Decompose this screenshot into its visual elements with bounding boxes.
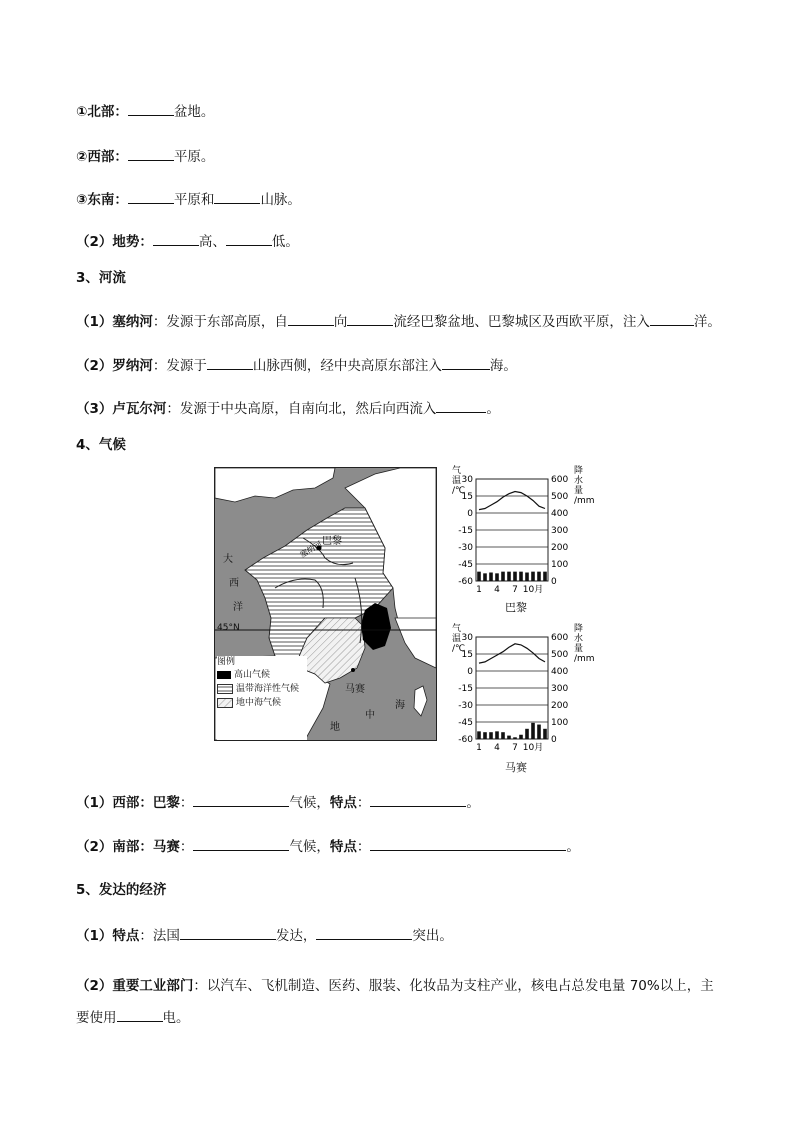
temp-tick-label: -30 xyxy=(458,701,473,711)
precip-tick-label: 100 xyxy=(551,718,569,728)
precip-bar xyxy=(501,572,505,581)
temp-tick-label: 30 xyxy=(461,475,473,485)
section-heading-climate: 4、气候 xyxy=(76,437,126,453)
answer-blank[interactable] xyxy=(436,398,486,413)
answer-blank[interactable] xyxy=(214,189,260,204)
precip-bar xyxy=(543,729,547,739)
precip-tick-label: 400 xyxy=(551,509,569,519)
precip-tick-label: 500 xyxy=(551,650,569,660)
precip-axis-label: /mm xyxy=(574,654,595,664)
temp-axis-label: 气 xyxy=(452,466,462,476)
question-label: （1）特点 xyxy=(76,928,140,944)
question-economy-features xyxy=(76,925,453,946)
question-text: 电。 xyxy=(162,1010,190,1026)
temp-tick-label: -15 xyxy=(458,526,473,536)
question-label: （1）西部：巴黎 xyxy=(76,795,180,811)
question-text: 山脉西侧，经中央高原东部注入 xyxy=(252,358,442,374)
legend-label: 温带海洋性气候 xyxy=(236,684,300,694)
precip-bar xyxy=(531,572,535,581)
answer-blank[interactable] xyxy=(128,189,174,204)
precip-bar xyxy=(489,573,493,582)
precip-bar xyxy=(489,732,493,739)
answer-blank[interactable] xyxy=(193,792,289,807)
temp-axis-label: 温 xyxy=(452,476,462,486)
question-text: 。 xyxy=(466,795,480,811)
precip-bar xyxy=(513,737,517,739)
question-text: 突出。 xyxy=(412,928,453,944)
precip-bar xyxy=(501,732,505,739)
temp-tick-label: -45 xyxy=(458,718,473,728)
question-marseille-climate xyxy=(76,836,580,857)
question-text: 盆地。 xyxy=(173,104,215,120)
answer-blank[interactable] xyxy=(226,231,272,246)
temp-tick-label: 0 xyxy=(467,509,473,519)
precip-bar xyxy=(495,731,499,739)
precip-bar xyxy=(483,732,487,739)
answer-blank[interactable] xyxy=(128,101,174,116)
precip-bar xyxy=(543,572,547,581)
legend-swatch xyxy=(217,671,231,679)
question-text: ： xyxy=(179,839,194,855)
temp-axis-label: /℃ xyxy=(452,644,466,654)
month-tick-label: 10月 xyxy=(522,585,544,595)
temp-tick-label: 15 xyxy=(461,650,473,660)
question-north xyxy=(76,101,214,122)
precip-axis-label: 降 xyxy=(574,624,584,634)
temp-tick-label: 30 xyxy=(461,633,473,643)
map-label-atlantic-2: 西 xyxy=(229,578,239,589)
question-text: ：法国 xyxy=(139,928,180,944)
question-text: 发达， xyxy=(275,928,317,944)
question-text: 平原。 xyxy=(173,149,215,165)
question-text: 气候， xyxy=(289,795,330,811)
precip-bar xyxy=(477,572,481,581)
answer-blank[interactable] xyxy=(316,925,412,940)
question-text: 。 xyxy=(486,401,500,417)
answer-blank[interactable] xyxy=(288,311,334,326)
precip-bar xyxy=(537,572,541,581)
climate-chart-paris xyxy=(446,466,595,617)
question-text: 山脉。 xyxy=(260,192,301,208)
question-text: 高、 xyxy=(198,234,226,250)
legend-swatch xyxy=(217,698,233,708)
precip-axis-label: 量 xyxy=(574,486,584,496)
temp-tick-label: -30 xyxy=(458,543,473,553)
question-text: ：发源于东部高原，自 xyxy=(152,314,288,330)
answer-blank[interactable] xyxy=(650,311,694,326)
precip-axis-label: 量 xyxy=(574,644,584,654)
temp-tick-label: -45 xyxy=(458,560,473,570)
temp-tick-label: 0 xyxy=(467,667,473,677)
legend-title: 图例 xyxy=(217,657,236,667)
map-label-atlantic-3: 洋 xyxy=(233,602,243,613)
precip-tick-label: 500 xyxy=(551,492,569,502)
question-terrain xyxy=(76,231,299,252)
precip-tick-label: 200 xyxy=(551,543,569,553)
precip-tick-label: 300 xyxy=(551,526,569,536)
question-text: 流经巴黎盆地、巴黎城区及西欧平原，注入 xyxy=(393,314,650,330)
legend-label: 地中海气候 xyxy=(236,698,282,708)
question-rhone xyxy=(76,355,517,376)
question-text: 海。 xyxy=(489,358,517,374)
chart-caption-marseille: 马赛 xyxy=(505,761,527,774)
question-label: 特点 xyxy=(329,795,357,811)
month-tick-label: 7 xyxy=(512,743,518,753)
question-loire xyxy=(76,398,500,419)
precip-bar xyxy=(525,729,529,739)
legend-swatch xyxy=(217,684,233,694)
map-label-med-1: 地 xyxy=(330,722,340,733)
temp-tick-label: -60 xyxy=(458,735,473,745)
precip-bar xyxy=(483,573,487,581)
answer-blank[interactable] xyxy=(117,1007,163,1022)
precip-axis-label: 水 xyxy=(574,476,584,486)
question-label: （2）重要工业部门 xyxy=(76,978,194,994)
precip-axis-label: /mm xyxy=(574,496,595,506)
legend-item-alpine xyxy=(217,668,307,682)
question-label: ②西部： xyxy=(76,149,128,165)
answer-blank[interactable] xyxy=(370,792,466,807)
precip-bar xyxy=(477,731,481,739)
question-seine xyxy=(76,311,721,332)
precip-bar xyxy=(519,735,523,739)
question-text: 平原和 xyxy=(173,192,215,208)
map-label-med-3: 海 xyxy=(395,700,405,711)
answer-blank[interactable] xyxy=(180,925,276,940)
answer-blank[interactable] xyxy=(442,355,490,370)
question-label: （2）罗纳河 xyxy=(76,358,153,374)
precip-bar xyxy=(507,736,511,739)
question-label: ①北部： xyxy=(76,104,128,120)
question-industry xyxy=(76,970,722,1034)
month-tick-label: 1 xyxy=(476,585,482,595)
precip-axis-label: 降 xyxy=(574,466,584,476)
question-label: （2）南部：马赛 xyxy=(76,839,180,855)
question-text: 向 xyxy=(333,314,348,330)
question-text: ：以汽车、飞机制造、医药、服装、化妆品为支柱产业，核电占总发电量 70%以上，主 xyxy=(193,978,714,994)
question-text: ： xyxy=(356,839,371,855)
month-tick-label: 10月 xyxy=(522,743,544,753)
precip-tick-label: 100 xyxy=(551,560,569,570)
precip-tick-label: 0 xyxy=(551,735,557,745)
temp-tick-label: -60 xyxy=(458,577,473,587)
precip-bar xyxy=(525,573,529,582)
question-text: ： xyxy=(179,795,194,811)
answer-blank[interactable] xyxy=(207,355,253,370)
map-legend xyxy=(217,656,307,740)
question-text: 。 xyxy=(566,839,580,855)
precip-bar xyxy=(519,572,523,581)
section-heading-economy: 5、发达的经济 xyxy=(76,882,167,898)
question-text: 要使用 xyxy=(76,1010,117,1026)
map-label-med-2: 中 xyxy=(365,710,375,721)
precip-axis-label: 水 xyxy=(574,634,584,644)
question-text: 洋。 xyxy=(693,314,721,330)
legend-item-mediterranean xyxy=(217,696,307,710)
precip-tick-label: 400 xyxy=(551,667,569,677)
month-tick-label: 1 xyxy=(476,743,482,753)
map-label-atlantic-1: 大 xyxy=(223,554,233,565)
precip-bar xyxy=(513,572,517,581)
temp-tick-label: 15 xyxy=(461,492,473,502)
question-text: ： xyxy=(356,795,371,811)
answer-blank[interactable] xyxy=(370,836,566,851)
question-label: ③东南： xyxy=(76,192,128,208)
answer-blank[interactable] xyxy=(153,231,199,246)
answer-blank[interactable] xyxy=(128,146,174,161)
map-label-paris: 巴黎 xyxy=(322,536,342,547)
map-label-latitude: 45°N xyxy=(217,623,240,633)
question-label: （3）卢瓦尔河 xyxy=(76,401,167,417)
temp-axis-label: /℃ xyxy=(452,486,466,496)
precip-tick-label: 300 xyxy=(551,684,569,694)
month-tick-label: 4 xyxy=(494,743,500,753)
map-label-seine: 塞纳河 xyxy=(298,539,324,560)
france-climate-map xyxy=(214,467,437,741)
question-text: 低。 xyxy=(271,234,299,250)
question-label: （2）地势： xyxy=(76,234,153,250)
precip-bar xyxy=(495,573,499,581)
month-tick-label: 4 xyxy=(494,585,500,595)
question-text: 气候， xyxy=(289,839,330,855)
climate-chart-marseille xyxy=(446,624,595,775)
question-west xyxy=(76,146,214,167)
chart-caption-paris: 巴黎 xyxy=(505,601,527,614)
month-tick-label: 7 xyxy=(512,585,518,595)
precip-tick-label: 200 xyxy=(551,701,569,711)
question-label: （1）塞纳河 xyxy=(76,314,153,330)
marseille-dot xyxy=(351,668,355,672)
question-southeast xyxy=(76,189,301,210)
legend-item-oceanic xyxy=(217,682,307,696)
section-heading-rivers: 3、河流 xyxy=(76,270,126,286)
precip-bar xyxy=(537,725,541,739)
precip-bar xyxy=(507,572,511,581)
question-text: ：发源于中央高原，自南向北，然后向西流入 xyxy=(166,401,437,417)
answer-blank[interactable] xyxy=(347,311,393,326)
precip-bar xyxy=(531,723,535,739)
question-text: ：发源于 xyxy=(152,358,207,374)
temp-tick-label: -15 xyxy=(458,684,473,694)
question-label: 特点 xyxy=(329,839,357,855)
map-label-marseille: 马赛 xyxy=(345,684,365,695)
precip-tick-label: 600 xyxy=(551,633,569,643)
precip-tick-label: 0 xyxy=(551,577,557,587)
question-paris-climate xyxy=(76,792,480,813)
legend-label: 高山气候 xyxy=(234,670,271,680)
answer-blank[interactable] xyxy=(193,836,289,851)
precip-tick-label: 600 xyxy=(551,475,569,485)
temp-axis-label: 温 xyxy=(452,634,462,644)
temp-axis-label: 气 xyxy=(452,624,462,634)
